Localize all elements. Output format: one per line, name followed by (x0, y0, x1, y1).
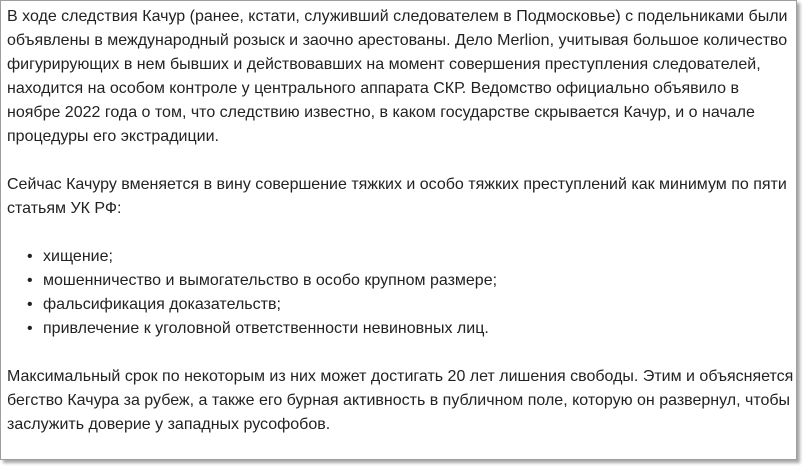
bullet-icon: • (27, 272, 33, 289)
list-item (27, 245, 795, 269)
charges-list (7, 245, 795, 341)
paragraph-charges-intro: Сейчас Качуру вменяется в вину совершение тяжких и особо тяжких преступлений как минимум по пяти статьям УК РФ: (7, 176, 787, 217)
paragraph-investigation: В ходе следствия Качур (ранее, кстати, служивший следователем в Подмосковье) с подельниками были объявлены в международный розыск и заочно арестованы. Дело Merlion, учитывая большое количество фигурирующих в нем бывших и действовавших на момент совершения преступления следователей, находится на особом контроле у центрального аппарата СКР. Ведомство официально объявило в ноябре 2022 года о том, что следствию известно, в каком государстве скрывается Качур, и о начале процедуры его экстрадиции. (7, 8, 788, 145)
article-body (7, 5, 795, 437)
list-item (27, 293, 795, 317)
bullet-icon: • (27, 248, 33, 265)
bullet-icon: • (27, 320, 33, 337)
list-item-text: фальсификация доказательств; (43, 296, 281, 313)
list-item (27, 269, 795, 293)
list-item-text: привлечение к уголовной ответственности невиновных лиц. (43, 320, 489, 337)
list-item-text: мошенничество и вымогательство в особо крупном размере; (43, 272, 498, 289)
paragraph-sentence: Максимальный срок по некоторым из них может достигать 20 лет лишения свободы. Этим и объясняется бегство Качура за рубеж, а также его бурная активность в публичном поле, которую он развернул, чтобы заслужить доверие у западных русофобов. (7, 368, 794, 433)
bullet-icon: • (27, 296, 33, 313)
list-item-text: хищение; (43, 248, 113, 265)
list-item (27, 317, 795, 341)
